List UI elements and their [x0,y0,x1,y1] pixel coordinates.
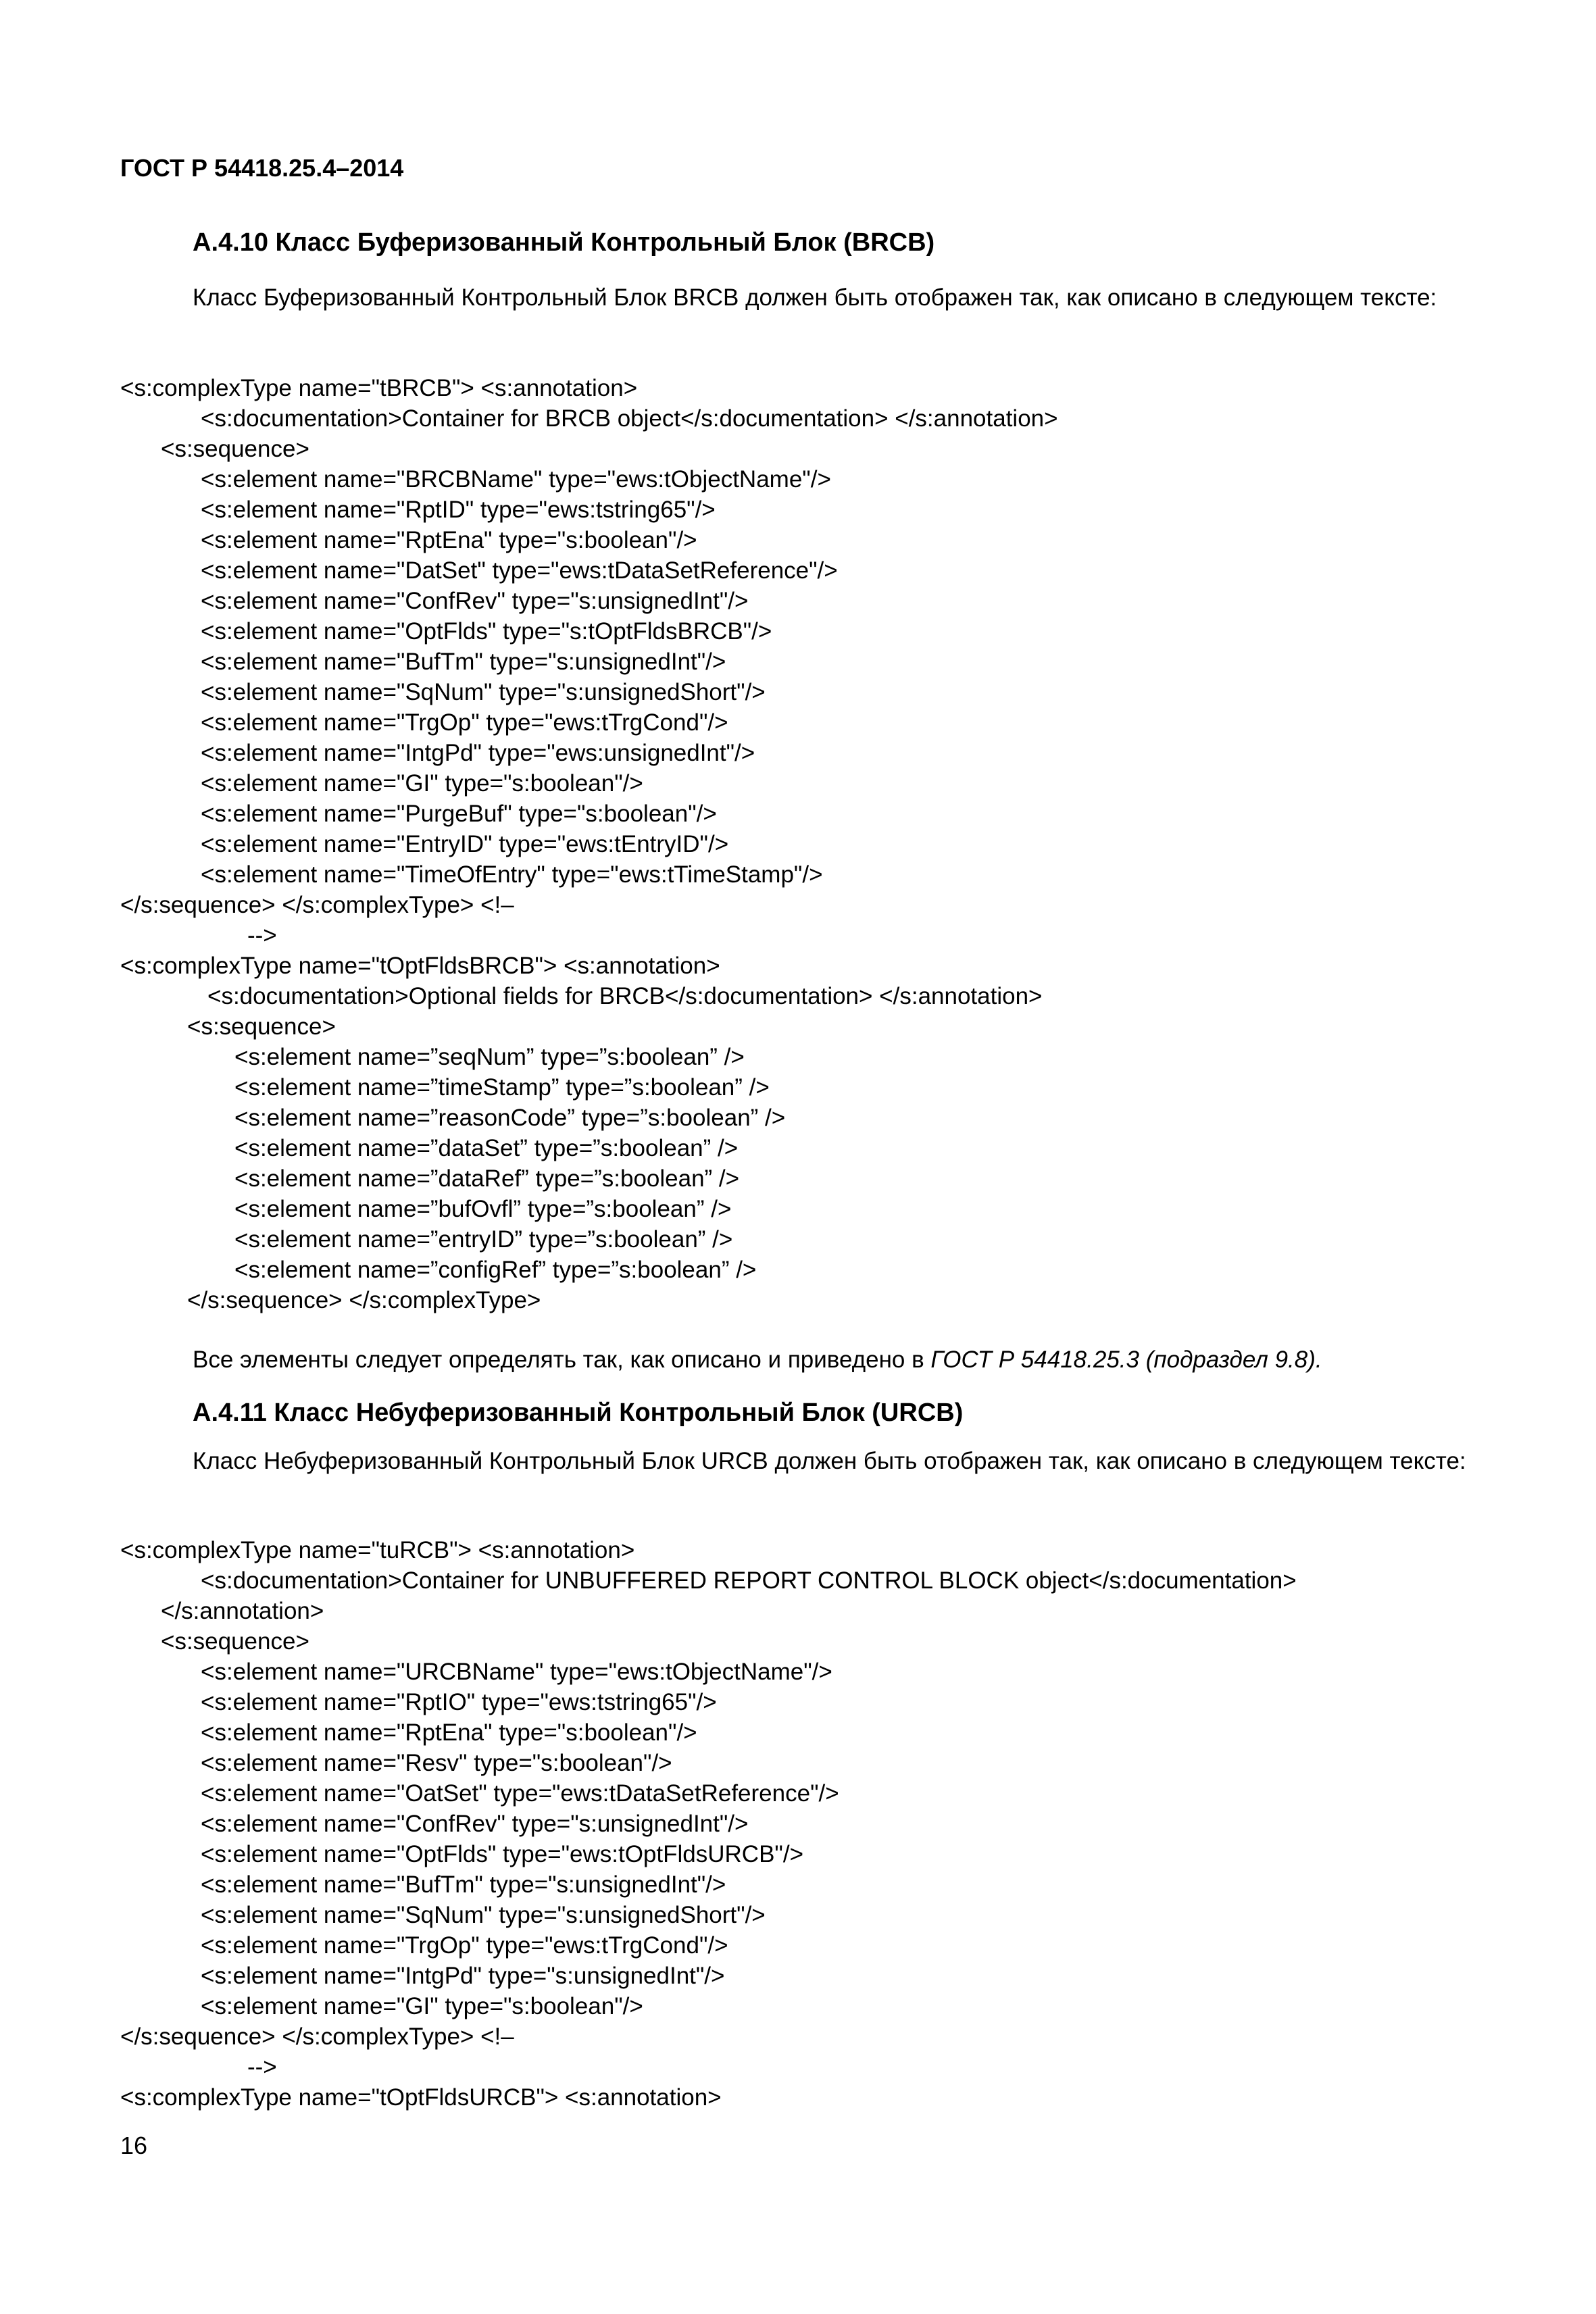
code-line: <s:element name=”entryID” type=”s:boolean” /> [234,1226,733,1253]
code-line: <s:element name="IntgPd" type="ews:unsignedInt"/> [201,740,755,766]
code-line: --> [247,2054,277,2080]
note-reference: ГОСТ Р 54418.25.3 (подраздел 9.8). [930,1347,1322,1373]
page-number: 16 [120,2132,148,2159]
code-line: <s:element name="Resv" type="s:boolean"/> [201,1750,672,1776]
code-line: <s:sequence> [187,1013,336,1040]
code-line: <s:element name=”bufOvfl” type=”s:boolean” /> [234,1196,732,1222]
code-line: <s:complexType name="tOptFldsURCB"> <s:annotation> [120,2084,722,2111]
code-line: </s:annotation> [161,1598,324,1624]
code-line: --> [247,922,277,949]
code-line: <s:element name="ConfRev" type="s:unsignedInt"/> [201,1811,749,1837]
section-intro-a411: Класс Небуферизованный Контрольный Блок URCB должен быть отображен так, как описано в следующем тексте: [193,1448,1466,1474]
code-line: <s:element name=”timeStamp” type=”s:boolean” /> [234,1074,770,1101]
code-line: <s:element name="OptFlds" type="ews:tOptFldsURCB"/> [201,1841,804,1867]
code-line: <s:element name="OptFlds" type="s:tOptFldsBRCB"/> [201,618,772,645]
code-line: <s:element name="RptEna" type="s:boolean"/> [201,527,697,553]
code-line: <s:element name="TrgOp" type="ews:tTrgCond"/> [201,1932,728,1959]
code-line: <s:element name=”configRef” type=”s:boolean” /> [234,1257,757,1283]
section-intro-a410: Класс Буферизованный Контрольный Блок BRCB должен быть отображен так, как описано в следующем тексте: [193,284,1437,311]
code-line: <s:element name=”dataRef” type=”s:boolean” /> [234,1165,740,1192]
note-paragraph [193,1347,1322,1374]
code-line: <s:documentation>Optional fields for BRCB</s:documentation> </s:annotation> [207,983,1043,1009]
code-line: <s:element name="ConfRev" type="s:unsignedInt"/> [201,588,749,614]
code-line: <s:element name="RptID" type="ews:tstring65"/> [201,497,716,523]
code-line: <s:element name="PurgeBuf" type="s:boolean"/> [201,801,717,827]
code-line: <s:element name=”seqNum” type=”s:boolean” /> [234,1044,745,1070]
code-line: <s:element name="BRCBName" type="ews:tObjectName"/> [201,466,831,493]
code-line: <s:sequence> [161,436,309,462]
code-line: <s:element name="BufTm" type="s:unsignedInt"/> [201,649,726,675]
note-text: Все элементы следует определять так, как описано и приведено в [193,1347,931,1373]
code-line: <s:element name=”reasonCode” type=”s:boolean” /> [234,1105,786,1131]
code-line: <s:documentation>Container for UNBUFFERED REPORT CONTROL BLOCK object</s:documentation> [201,1567,1297,1594]
code-line: <s:element name="TimeOfEntry" type="ews:tTimeStamp"/> [201,861,823,888]
code-line: <s:element name="RptEna" type="s:boolean"/> [201,1719,697,1746]
code-line: <s:element name="SqNum" type="s:unsignedShort"/> [201,679,766,705]
code-line: <s:element name=”dataSet” type=”s:boolean” /> [234,1135,739,1161]
code-line: <s:documentation>Container for BRCB object</s:documentation> </s:annotation> [201,405,1058,432]
code-line: </s:sequence> </s:complexType> <!– [120,2023,514,2050]
code-line: <s:element name="EntryID" type="ews:tEntryID"/> [201,831,729,857]
code-line: <s:element name="DatSet" type="ews:tDataSetReference"/> [201,557,838,584]
code-line: </s:sequence> </s:complexType> <!– [120,892,514,918]
code-line: <s:complexType name="tBRCB"> <s:annotation> [120,375,638,401]
code-line: <s:element name="BufTm" type="s:unsignedInt"/> [201,1871,726,1898]
code-line: <s:element name="RptIO" type="ews:tstring65"/> [201,1689,717,1715]
code-line: <s:element name="TrgOp" type="ews:tTrgCond"/> [201,709,728,736]
code-line: <s:element name="URCBName" type="ews:tObjectName"/> [201,1659,832,1685]
code-line: </s:sequence> </s:complexType> [187,1287,541,1313]
code-line: <s:element name="GI" type="s:boolean"/> [201,770,643,797]
code-line: <s:element name="OatSet" type="ews:tDataSetReference"/> [201,1780,839,1807]
code-line: <s:complexType name="tOptFldsBRCB"> <s:annotation> [120,953,720,979]
section-heading-a410: А.4.10 Класс Буферизованный Контрольный Блок (BRCB) [193,228,935,257]
code-line: <s:element name="SqNum" type="s:unsignedShort"/> [201,1902,766,1928]
code-line: <s:element name="IntgPd" type="s:unsignedInt"/> [201,1963,725,1989]
code-line: <s:element name="GI" type="s:boolean"/> [201,1993,643,2019]
section-heading-a411: А.4.11 Класс Небуферизованный Контрольный Блок (URCB) [193,1399,964,1427]
code-line: <s:sequence> [161,1628,309,1655]
code-line: <s:complexType name="tuRCB"> <s:annotation> [120,1537,635,1563]
document-header: ГОСТ Р 54418.25.4–2014 [120,154,404,182]
